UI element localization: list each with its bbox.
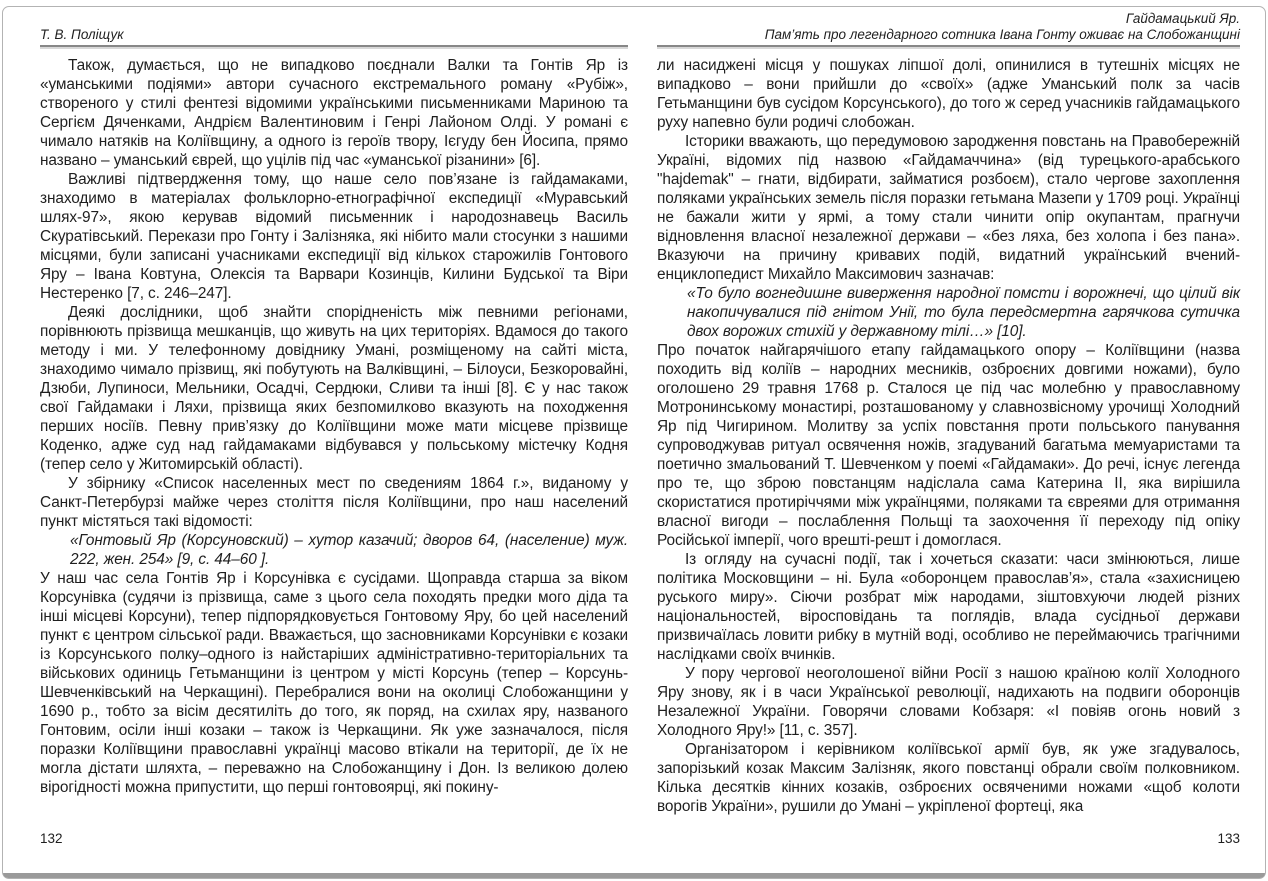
paragraph: ли насиджені місця у пошуках ліпшої долі, опинилися в тутешніх місцях не випадково – вони прийшли до «своїх» (адже Уманський полк за часів Гетьманщини був сусідом Корсунського), до того ж серед учасників гайдамацького руху напевно були родичі слобожан. xyxy=(657,57,1240,131)
paragraph: У пору чергової неоголошеної війни Росії з нашою країною колії Холодного Яру знову, як і в часи Української революції, надихають на подвиги оборонців Незалежної України. Говорячи словами Кобзаря: «І повіяв огонь новий з Холодного Яру!» [11, с. 357]. xyxy=(657,665,1240,739)
paragraph: Організатором і керівником коліївської армії був, як уже згадувалось, запорізький козак Максим Залізняк, якого повстанці обрали своїм полковником. Кілька десятків кінних козаків, озброєних освяченими ножами «щоб колоти ворогів України», рушили до Умані – укріпленої фортеці, яка xyxy=(657,741,1240,815)
body-text-right xyxy=(657,56,1240,816)
page-number-right: 133 xyxy=(1217,831,1240,846)
paragraph: Деякі дослідники, щоб знайти спорідненість між певними регіонами, порівнюють прізвища мешканців, що живуть на цих територіях. Вдамося до такого методу і ми. У телефонному довіднику Умані, розміщеному на сайті міста, знаходимо чимало прізвищ, які побутують на Валківщині, – Білоуси, Безкоровайні, Дзюби, Лупиноси, Мельники, Осадчі, Сердюки, Сливи та інші [8]. Є у нас також свої Гайдамаки і Ляхи, прізвища яких безпомилково вказують на походження перших носіїв. Певну прив’язку до Коліївщини може мати місцеве прізвище Коденко, адже суд над гайдамаками відбувався у польському містечку Кодня (тепер село у Житомирській області). xyxy=(40,304,628,473)
author-name: Т. В. Поліщук xyxy=(40,27,124,42)
block-quote: «Гонтовый Яр (Корсуновский) – хутор казачий; дворов 64, (население) муж. 222, жен. 254» [9, с. 44–60 ]. xyxy=(70,532,628,568)
running-head-author xyxy=(40,27,628,43)
scan-bottom-edge xyxy=(3,873,1265,878)
running-head-title xyxy=(657,11,1240,43)
block-quote: «То було вогнедишне виверження народної помсти і ворожнечі, що цілий вік накопичувалися під гнітом Унії, то була передсмертна гарячкова сутичка двох ворожих стихій у державному тілі…» [10]. xyxy=(687,285,1240,340)
paragraph: Із огляду на сучасні події, так і хочеться сказати: часи змінюються, лише політика Московщини – ні. Була «оборонцем православ’я», стала «захисницею руського миру». Сіючи розбрат між народами, зіштовхуючи людей різних національностей, віросповідань та поглядів, влада сусідньої держави призвичаїлась ловити рибку в мутній воді, особливо не переймаючись трагічними наслідками своїх вчинків. xyxy=(657,551,1240,663)
paragraph: У збірнику «Список населенных мест по сведениям 1864 г.», виданому у Санкт-Петербурзі майже через століття після Коліївщини, про наш населений пункт містяться такі відомості: xyxy=(40,475,628,530)
page-left xyxy=(40,0,628,881)
paragraph: Історики вважають, що передумовою зародження повстань на Правобережній Україні, відомих під назвою «Гайдамаччина» (від турецького-арабського "hajdemak" – гнати, відбирати, займатися розбоєм), стало чергове захоплення поляками українських земель після поразки гетьмана Мазепи у 1709 році. Українці не бажали жити у ярмі, а тому стали чинити опір окупантам, прагнучи відновлення власної незалежної держави – «без ляха, без холопа і без пана». Вказуючи на причину кривавих подій, видатний український вчений-енциклопедист Михайло Максимович зазначав: xyxy=(657,133,1240,283)
paragraph: Також, думається, що не випадково поєднали Валки та Гонтів Яр із «уманськими подіями» автори сучасного екстремального роману «Рубіж», створеного у стилі фентезі відомими українськими письменниками Мариною та Сергієм Дяченками, Андрієм Валентиновим і Генрі Лайоном Олді. У романі є чимало натяків на Коліївщину, а одного із героїв твору, Ієгуду бен Йосипа, прямо названо – уманський єврей, що уцілів під час «уманської різанини» [6]. xyxy=(40,57,628,169)
page-right xyxy=(657,0,1240,881)
page-number-left: 132 xyxy=(40,831,63,846)
book-title-line2: Пам’ять про легендарного сотника Івана Гонту оживає на Слобожанщині xyxy=(764,27,1240,42)
paragraph: Важливі підтвердження тому, що наше село пов’язане із гайдамаками, знаходимо в матеріалах фольклорно-етнографічної експедиції «Муравський шлях-97», якою керував відомий письменник і народознавець Василь Скуратівський. Перекази про Гонту і Залізняка, які нібито мали стосунки з нашими місцями, були записані учасниками експедиції від кількох старожилів Гонтового Яру – Івана Ковтуна, Олексія та Варвари Козинців, Килини Будської та Віри Нестеренко [7, с. 246–247]. xyxy=(40,171,628,302)
header-rule-left xyxy=(40,45,628,47)
paragraph: Про початок найгарячішого етапу гайдамацького опору – Коліївщини (назва походить від коліїв – народних месників, озброєних довгими ножами), було оголошено 29 травня 1768 р. Сталося це під час молебню у православному Мотронинському монастирі, розташованому у славнозвісному урочищі Холодний Яр під Чигирином. Молитву за успіх повстання проти польського панування супроводжував ритуал освячення ножів, згадуваний багатьма мемуаристами та поетично змальований Т. Шевченком у поемі «Гайдамаки». До речі, існує легенда про те, що зброю повстанцям надіслала сама Катерина II, яка вирішила скористатися протиріччями між українцями, поляками та євреями для отримання власної вигоди – послаблення Польщі та заохочення її переходу під опіку Російської імперії, чого врешті-решт і домоглася. xyxy=(657,342,1240,549)
paragraph: У наш час села Гонтів Яр і Корсунівка є сусідами. Щоправда старша за віком Корсунівка (судячи із прізвища, саме з цього села походять предки мого діда та інші місцеві Корсуни), тепер підпорядковується Гонтовому Яру, бо цей населений пункт є центром сільської ради. Вважається, що засновниками Корсунівки є козаки із Корсунського полку–одного із найстаріших адміністративно-територіальних та військових одиниць Гетьманщини із центром у місті Корсунь (тепер – Корсунь-Шевченківський на Черкащині). Перебралися вони на околиці Слобожанщини у 1690 р., тобто за вісім десятиліть до того, як поряд, на схилах яру, названого Гонтовим, осіли інші козаки – також із Черкащини. Як уже зазначалося, після поразки Коліївщини православні українці масово втікали на території, де їх не могла дістати шляхта, – переважно на Слобожанщину і Дон. Із великою долею вірогідності можна припустити, що перші гонтовоярці, які покину- xyxy=(40,570,628,796)
header-rule-right xyxy=(657,45,1240,47)
body-text-left xyxy=(40,56,628,797)
book-title-line1: Гайдамацький Яр. xyxy=(1125,11,1240,26)
